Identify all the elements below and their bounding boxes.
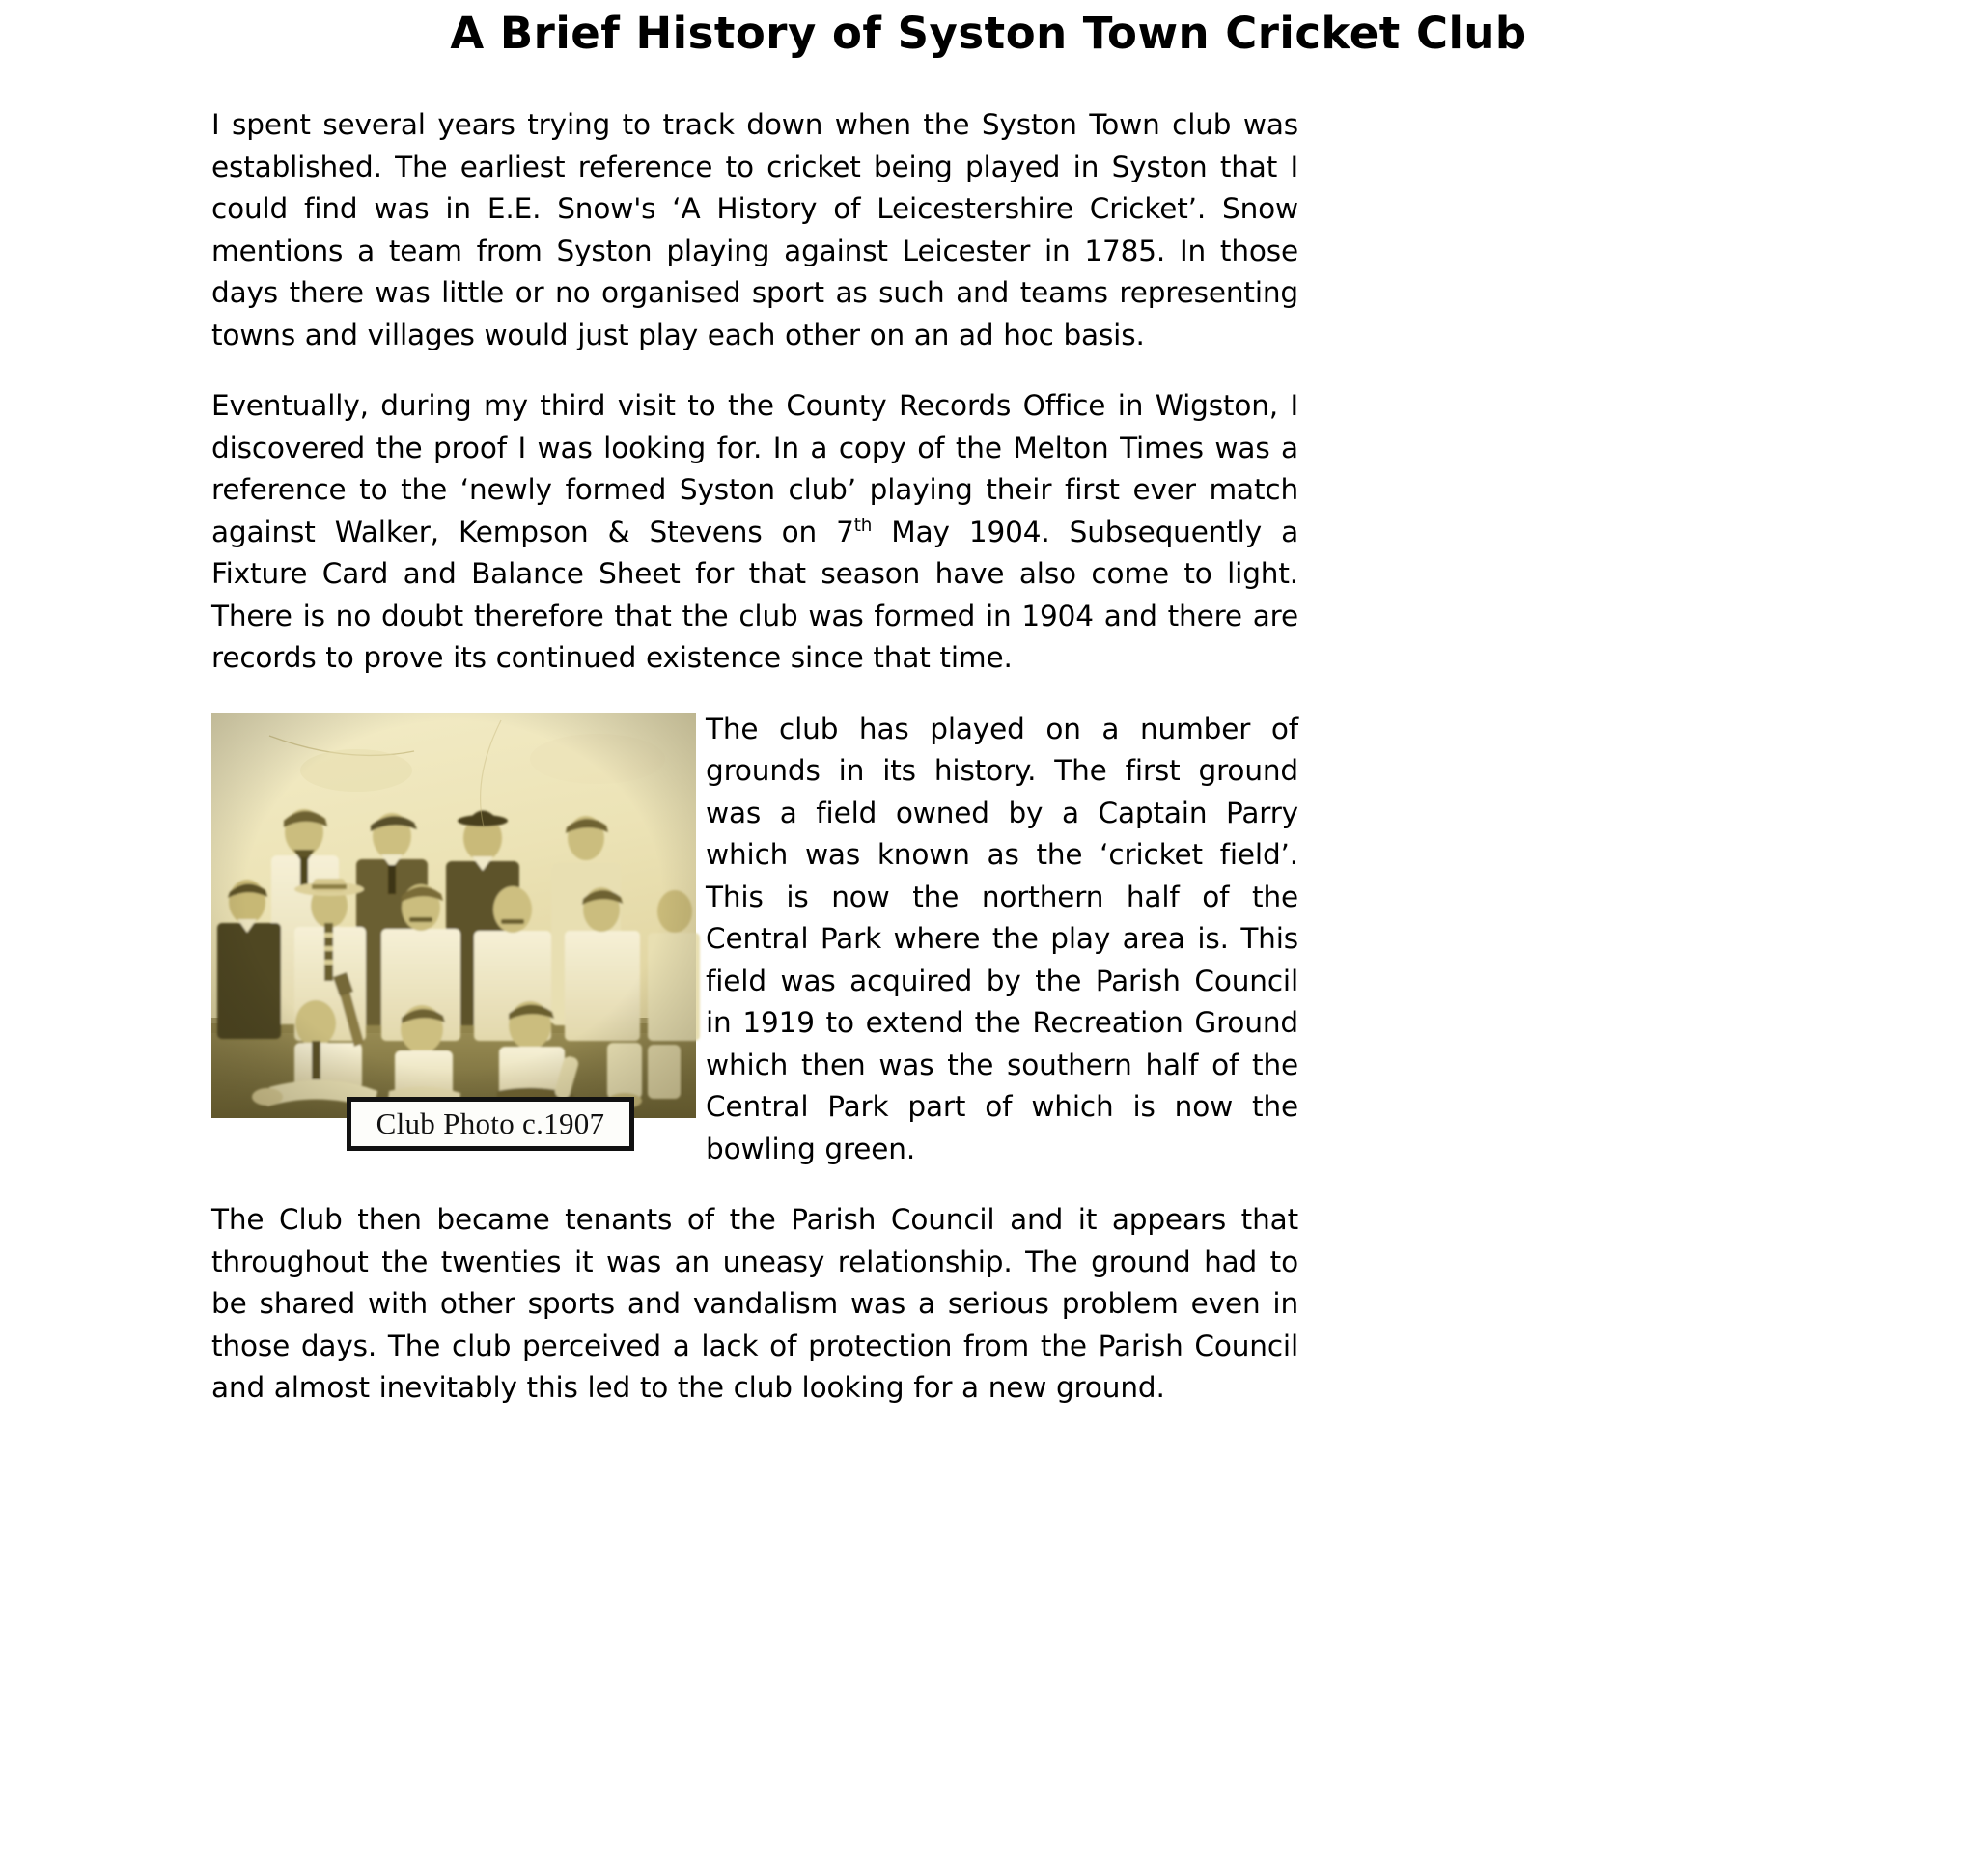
paragraph-4: The Club then became tenants of the Parish Council and it appears that throughout the twenties it was an uneasy relationship. The ground had to be shared with other sports and vandalism was a serious problem even in those days. The club perceived a lack of protection from the Parish Council and almost inevitably this led to the club looking for a new ground.	[211, 1203, 1298, 1404]
paragraph-3: The club has played on a number of grounds in its history. The first ground was a field owned by a Captain Parry which was known as the ‘cricket field’. This is now the northern half of the Central Park where the play area is. This field was acquired by the Parish Council in 1919 to extend the Recreation Ground which then was the southern half of the Central Park part of which is now the bowling green.	[706, 712, 1298, 1165]
page-title: A Brief History of Syston Town Cricket Club	[450, 8, 1527, 59]
club-photo-image	[211, 713, 696, 1118]
photo-caption-text: Club Photo c.1907	[376, 1106, 605, 1140]
photo-caption-box	[347, 1097, 634, 1151]
paragraph-2	[211, 385, 1298, 680]
paragraph-2-text-after-ordinal: May 1904. Subsequently a Fixture Card and Balance Sheet for that season have also come to light. There is no doubt therefore that the club was formed in 1904 and there are records to prove its continued existence since that time.	[211, 515, 1299, 674]
club-photo-frame	[211, 713, 696, 1140]
document-body	[211, 104, 1298, 1410]
ordinal-suffix-th: th	[853, 515, 873, 536]
paragraph-1: I spent several years trying to track down when the Syston Town club was established. The earliest reference to cricket being played in Syston that I could find was in E.E. Snow's ‘A History of Leicestershire Cricket’. Snow mentions a team from Syston playing against Leicester in 1785. In those days there was little or no organised sport as such and teams representing towns and villages would just play each other on an ad hoc basis.	[211, 108, 1298, 351]
club-photo-figure	[211, 713, 696, 1151]
paragraph-2-text-before-ordinal: Eventually, during my third visit to the County Records Office in Wigston, I discovered the proof I was looking for. In a copy of the Melton Times was a reference to the ‘newly formed Syston club’ playing their first ever match against Walker, Kempson & Stevens on 7	[211, 389, 1298, 548]
